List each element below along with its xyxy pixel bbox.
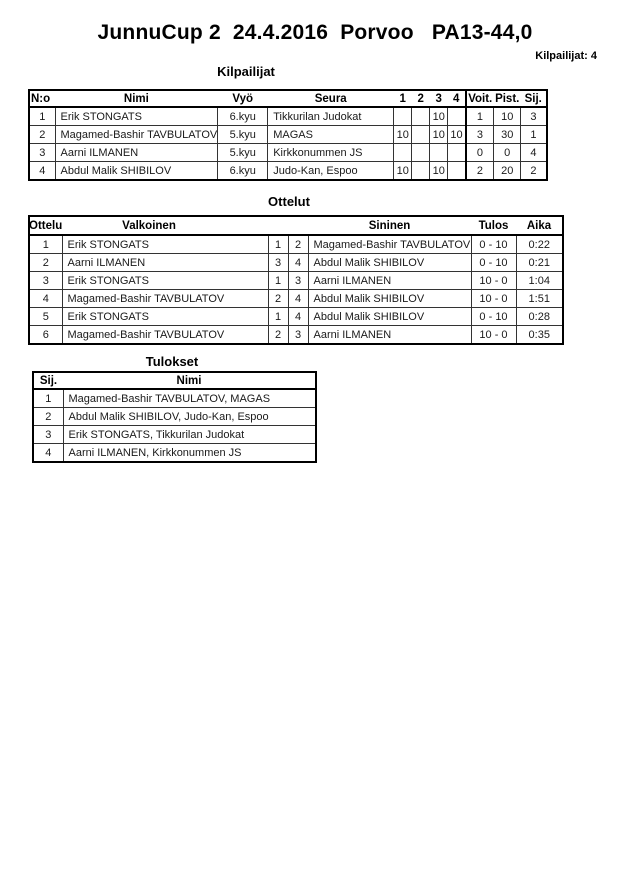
competitor-number-cell: 3 xyxy=(29,144,55,162)
placement-cell: 1 xyxy=(521,126,547,144)
competitor-belt-cell: 5.kyu xyxy=(218,126,268,144)
match-number-cell: 5 xyxy=(29,308,62,326)
competitor-name-cell: Erik STONGATS xyxy=(55,107,218,126)
blue-name-cell: Abdul Malik SHIBILOV xyxy=(308,254,471,272)
white-name-cell: Erik STONGATS xyxy=(62,235,268,254)
col-header-name: Nimi xyxy=(176,374,202,387)
round-3-score-cell: 10 xyxy=(430,162,448,181)
round-4-score-cell: 10 xyxy=(448,126,466,144)
match-number-cell: 3 xyxy=(29,272,62,290)
col-header-wins: Voit. xyxy=(466,90,494,107)
competitor-club-cell: Kirkkonummen JS xyxy=(268,144,394,162)
white-number-cell: 1 xyxy=(268,235,288,254)
points-cell: 10 xyxy=(494,107,521,126)
match-number-cell: 1 xyxy=(29,235,62,254)
wins-cell: 1 xyxy=(466,107,494,126)
result-name-cell: Erik STONGATS, Tikkurilan Judokat xyxy=(63,426,316,444)
wins-cell: 2 xyxy=(466,162,494,181)
match-number-cell: 4 xyxy=(29,290,62,308)
white-name-cell: Magamed-Bashir TAVBULATOV xyxy=(62,290,268,308)
blue-name-cell: Abdul Malik SHIBILOV xyxy=(308,308,471,326)
col-header-match: Ottelu xyxy=(29,219,63,232)
table-row xyxy=(33,389,316,408)
round-2-score-cell xyxy=(412,144,430,162)
round-4-score-cell xyxy=(448,162,466,181)
competitors-heading: Kilpailijat xyxy=(217,64,275,79)
col-header-belt: Vyö xyxy=(232,92,254,105)
blue-number-cell: 4 xyxy=(288,290,308,308)
points-cell: 30 xyxy=(494,126,521,144)
result-name-cell: Abdul Malik SHIBILOV, Judo-Kan, Espoo xyxy=(63,408,316,426)
points-cell: 20 xyxy=(494,162,521,181)
blue-number-cell: 2 xyxy=(288,235,308,254)
table-row xyxy=(33,408,316,426)
placement-cell: 2 xyxy=(521,162,547,181)
col-header-place: Sij. xyxy=(524,92,542,105)
result-cell: 10 - 0 xyxy=(471,326,516,345)
round-4-score-cell xyxy=(448,144,466,162)
results-table xyxy=(32,371,317,463)
round-2-score-cell xyxy=(412,162,430,181)
round-1-score-cell xyxy=(394,107,412,126)
col-header-white: Valkoinen xyxy=(122,219,176,232)
col-header-no: N:o xyxy=(31,92,51,105)
white-name-cell: Magamed-Bashir TAVBULATOV xyxy=(62,326,268,345)
competitor-number-cell: 4 xyxy=(29,162,55,181)
col-header-club: Seura xyxy=(314,92,347,105)
competitor-belt-cell: 5.kyu xyxy=(218,144,268,162)
round-3-score-cell xyxy=(430,144,448,162)
white-number-cell: 2 xyxy=(268,326,288,345)
col-header-result: Tulos xyxy=(478,219,509,232)
competitor-belt-cell: 6.kyu xyxy=(218,162,268,181)
competitor-belt-cell: 6.kyu xyxy=(218,107,268,126)
table-row xyxy=(29,107,547,126)
col-header-white-group xyxy=(29,216,268,235)
competitors-count: Kilpailijat: 4 xyxy=(535,50,597,62)
matches-table xyxy=(28,215,564,345)
wins-cell: 0 xyxy=(466,144,494,162)
matches-header-row xyxy=(29,216,563,235)
competitor-club-cell: Judo-Kan, Espoo xyxy=(268,162,394,181)
time-cell: 1:51 xyxy=(516,290,563,308)
table-row xyxy=(29,326,563,345)
table-row xyxy=(29,308,563,326)
col-header-white-number xyxy=(268,216,288,235)
result-cell: 0 - 10 xyxy=(471,235,516,254)
result-cell: 0 - 10 xyxy=(471,254,516,272)
time-cell: 1:04 xyxy=(516,272,563,290)
col-header-round-3: 3 xyxy=(435,92,442,105)
points-cell: 0 xyxy=(494,144,521,162)
table-row xyxy=(29,235,563,254)
result-place-cell: 1 xyxy=(33,389,63,408)
match-number-cell: 2 xyxy=(29,254,62,272)
round-1-score-cell: 10 xyxy=(394,126,412,144)
result-place-cell: 4 xyxy=(33,444,63,463)
table-row xyxy=(29,272,563,290)
result-place-cell: 3 xyxy=(33,426,63,444)
competitor-club-cell: Tikkurilan Judokat xyxy=(268,107,394,126)
table-row xyxy=(29,254,563,272)
placement-cell: 3 xyxy=(521,107,547,126)
white-number-cell: 1 xyxy=(268,308,288,326)
col-header-place: Sij. xyxy=(39,374,58,387)
time-cell: 0:22 xyxy=(516,235,563,254)
blue-name-cell: Aarni ILMANEN xyxy=(308,326,471,345)
blue-name-cell: Abdul Malik SHIBILOV xyxy=(308,290,471,308)
competitor-name-cell: Magamed-Bashir TAVBULATOV xyxy=(55,126,218,144)
result-cell: 0 - 10 xyxy=(471,308,516,326)
white-number-cell: 3 xyxy=(268,254,288,272)
result-place-cell: 2 xyxy=(33,408,63,426)
competitor-name-cell: Aarni ILMANEN xyxy=(55,144,218,162)
result-cell: 10 - 0 xyxy=(471,290,516,308)
table-row xyxy=(29,126,547,144)
round-1-score-cell xyxy=(394,144,412,162)
match-number-cell: 6 xyxy=(29,326,62,345)
matches-heading: Ottelut xyxy=(268,194,310,209)
competitors-table xyxy=(28,89,548,181)
col-header-round-4: 4 xyxy=(453,92,460,105)
white-name-cell: Aarni ILMANEN xyxy=(62,254,268,272)
time-cell: 0:28 xyxy=(516,308,563,326)
table-row xyxy=(33,444,316,463)
wins-cell: 3 xyxy=(466,126,494,144)
round-2-score-cell xyxy=(412,126,430,144)
table-row xyxy=(29,144,547,162)
white-name-cell: Erik STONGATS xyxy=(62,308,268,326)
competitor-club-cell: MAGAS xyxy=(268,126,394,144)
placement-cell: 4 xyxy=(521,144,547,162)
time-cell: 0:35 xyxy=(516,326,563,345)
competitors-header-row xyxy=(29,90,547,107)
time-cell: 0:21 xyxy=(516,254,563,272)
blue-number-cell: 3 xyxy=(288,326,308,345)
result-cell: 10 - 0 xyxy=(471,272,516,290)
round-1-score-cell: 10 xyxy=(394,162,412,181)
blue-number-cell: 4 xyxy=(288,308,308,326)
results-header-row xyxy=(33,372,316,389)
round-3-score-cell: 10 xyxy=(430,107,448,126)
white-number-cell: 1 xyxy=(268,272,288,290)
col-header-points: Pist. xyxy=(495,92,520,105)
col-header-round-2: 2 xyxy=(417,92,424,105)
col-header-blue-number xyxy=(288,216,308,235)
table-row xyxy=(29,162,547,181)
white-name-cell: Erik STONGATS xyxy=(62,272,268,290)
col-header-round-1: 1 xyxy=(399,92,406,105)
round-4-score-cell xyxy=(448,107,466,126)
result-name-cell: Magamed-Bashir TAVBULATOV, MAGAS xyxy=(63,389,316,408)
table-row xyxy=(33,426,316,444)
blue-name-cell: Aarni ILMANEN xyxy=(308,272,471,290)
col-header-blue: Sininen xyxy=(368,219,411,232)
table-row xyxy=(29,290,563,308)
col-header-time: Aika xyxy=(526,219,552,232)
page-title: JunnuCup 2 24.4.2016 Porvoo PA13-44,0 xyxy=(97,21,533,44)
competitor-name-cell: Abdul Malik SHIBILOV xyxy=(55,162,218,181)
result-name-cell: Aarni ILMANEN, Kirkkonummen JS xyxy=(63,444,316,463)
col-header-name: Nimi xyxy=(123,92,149,105)
blue-number-cell: 3 xyxy=(288,272,308,290)
white-number-cell: 2 xyxy=(268,290,288,308)
blue-name-cell: Magamed-Bashir TAVBULATOV xyxy=(308,235,471,254)
competitor-number-cell: 2 xyxy=(29,126,55,144)
round-3-score-cell: 10 xyxy=(430,126,448,144)
round-2-score-cell xyxy=(412,107,430,126)
competitor-number-cell: 1 xyxy=(29,107,55,126)
results-heading: Tulokset xyxy=(145,354,199,369)
blue-number-cell: 4 xyxy=(288,254,308,272)
